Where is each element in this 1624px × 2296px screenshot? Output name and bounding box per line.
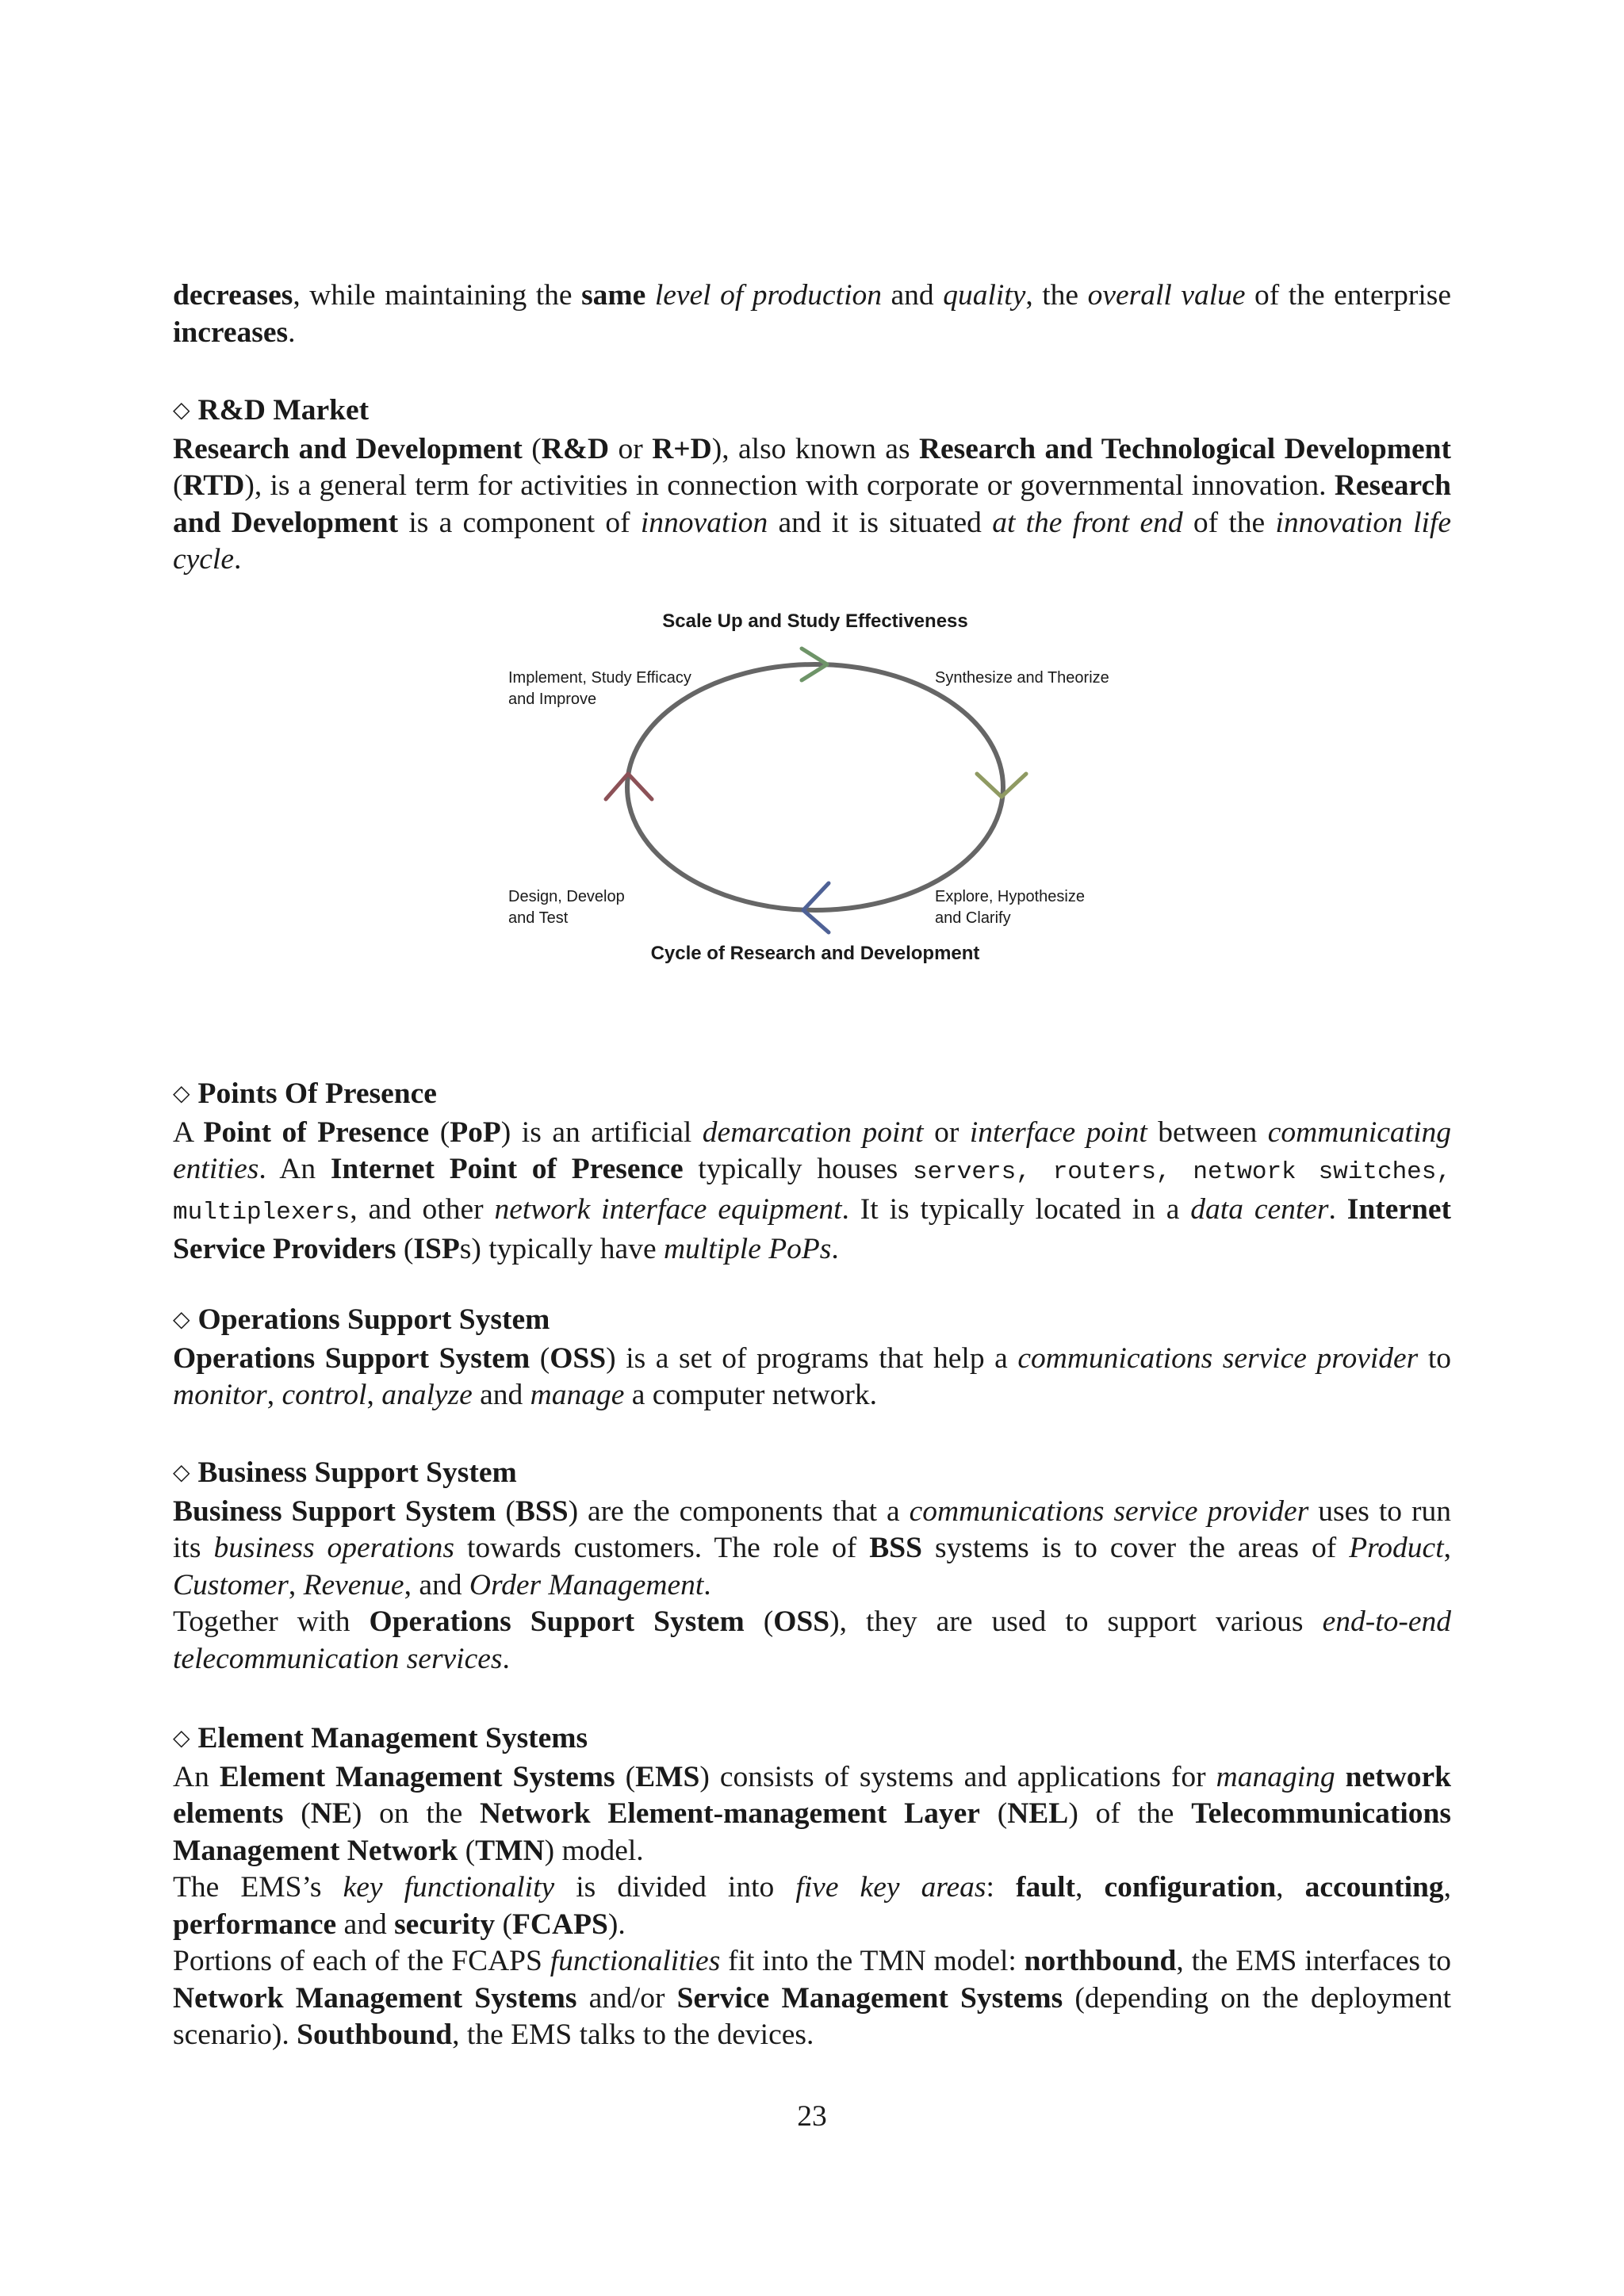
text-span: Order Management: [469, 1568, 704, 1601]
text-span: .: [288, 316, 296, 349]
text-span: Research and Technological Development: [918, 432, 1451, 465]
text-span: or: [923, 1115, 970, 1149]
text-span: Network Management Systems: [173, 1981, 577, 2015]
text-span: innovation life cycle: [173, 506, 1451, 576]
label-bottom-left-line1: Design, Develop: [508, 888, 625, 905]
text-span: (: [173, 469, 183, 502]
text-span: multiple PoPs: [663, 1233, 832, 1265]
section-paragraph: [173, 1604, 1451, 1678]
heading-text: R&D Market: [197, 394, 370, 427]
text-span: ) of the: [1068, 1797, 1192, 1830]
text-span: ), also known as: [711, 432, 919, 465]
label-bottom-right-line1: Explore, Hypothesize: [935, 888, 1085, 905]
text-span: Internet Service Providers: [173, 1192, 1452, 1265]
text-span: configuration: [1104, 1871, 1277, 1904]
text-span: ), they are used to support various: [829, 1605, 1323, 1638]
text-span: NE: [310, 1797, 352, 1830]
heading-text: Element Management Systems: [197, 1722, 588, 1755]
text-span: Together with: [173, 1605, 370, 1638]
text-span: EMS: [635, 1760, 700, 1793]
text-span: (: [495, 1908, 512, 1941]
diamond-bullet-icon: ◇: [173, 396, 190, 423]
section-paragraph: [173, 1759, 1451, 1870]
text-span: of the enterprise: [1245, 279, 1451, 312]
text-span: five key areas: [795, 1871, 986, 1904]
diamond-bullet-icon: ◇: [173, 1459, 190, 1485]
text-span: Research and Development: [173, 469, 1451, 539]
section-heading: [173, 1302, 1451, 1341]
text-span: a computer network.: [624, 1379, 878, 1411]
text-span: A: [173, 1115, 204, 1149]
text-span: fault: [1016, 1871, 1076, 1904]
text-span: innovation: [640, 506, 768, 539]
intro-paragraph: [173, 277, 1451, 351]
text-span: An: [173, 1760, 220, 1793]
text-span: Service Management Systems: [676, 1981, 1063, 2015]
text-span: is divided into: [554, 1871, 796, 1904]
text-span: ,: [1276, 1871, 1305, 1904]
figure-title-bottom: Cycle of Research and Development: [650, 943, 980, 964]
text-span: , while maintaining the: [293, 279, 582, 312]
code-span: servers, routers, network switches, multiplexers: [173, 1158, 1451, 1226]
text-span: level of production: [654, 279, 882, 312]
text-span: functionalities: [550, 1945, 721, 1977]
section-heading: [173, 1720, 1451, 1759]
text-span: of the: [1182, 506, 1276, 539]
text-span: ,: [366, 1379, 382, 1411]
text-span: ) consists of systems and applications for: [699, 1760, 1216, 1793]
text-span: between: [1147, 1115, 1268, 1149]
text-span: Business Support System: [173, 1494, 496, 1528]
text-span: .: [502, 1642, 510, 1675]
text-span: analyze: [381, 1379, 473, 1411]
text-span: Network Element-management Layer: [480, 1797, 980, 1830]
diamond-bullet-icon: ◇: [173, 1306, 190, 1332]
text-span: network interface equipment: [494, 1192, 842, 1226]
text-span: [1335, 1761, 1346, 1793]
text-span: Southbound: [297, 2019, 453, 2051]
text-span: Operations Support System: [369, 1605, 745, 1638]
section-heading: [173, 392, 1451, 431]
text-span: towards customers. The role of: [454, 1532, 870, 1564]
text-span: managing: [1216, 1760, 1335, 1793]
text-span: R&D: [541, 432, 610, 465]
text-span: Telecommunications Management Network: [173, 1797, 1451, 1867]
text-span: communicating entities: [173, 1115, 1451, 1185]
label-top-left-line2: and Improve: [508, 691, 597, 708]
text-span: .: [1328, 1192, 1347, 1226]
text-span: business operations: [213, 1532, 454, 1564]
text-span: .: [831, 1233, 839, 1265]
text-span: :: [986, 1871, 1017, 1904]
text-span: ) on the: [351, 1797, 481, 1830]
text-span: uses to run its: [173, 1494, 1451, 1564]
text-span: communications service provider: [909, 1494, 1309, 1528]
text-span: is a component of: [398, 506, 641, 539]
page-number: 23: [797, 2100, 827, 2133]
text-span: (: [283, 1797, 311, 1830]
label-bottom-right-line2: and Clarify: [935, 909, 1011, 927]
text-span: control: [282, 1379, 367, 1411]
section-paragraph: [173, 431, 1451, 579]
text-span: quality: [943, 279, 1026, 312]
heading-text: Operations Support System: [197, 1303, 550, 1336]
text-span: network elements: [173, 1760, 1451, 1830]
text-span: manage: [530, 1379, 625, 1411]
text-span: or: [609, 432, 653, 465]
text-span: Point of Presence: [203, 1115, 430, 1149]
diamond-bullet-icon: ◇: [173, 1724, 190, 1751]
text-span: ,: [1443, 1871, 1452, 1904]
text-span: .: [703, 1568, 711, 1601]
text-span: ) is an artificial: [500, 1115, 703, 1149]
text-span: data center: [1190, 1192, 1329, 1226]
text-span: R+D: [652, 432, 712, 465]
section-paragraph: [173, 1869, 1451, 1943]
section-element-management-systems: [173, 1720, 1451, 2054]
text-span: and: [882, 279, 944, 312]
cycle-ring: [627, 664, 1003, 910]
text-span: , and: [404, 1568, 469, 1601]
section-paragraph: [173, 1943, 1451, 2054]
text-span: same: [581, 279, 646, 312]
text-span: , the: [1025, 279, 1088, 312]
text-span: key functionality: [343, 1871, 555, 1904]
text-span: FCAPS: [512, 1908, 608, 1941]
text-span: ).: [607, 1908, 626, 1941]
text-span: .: [234, 543, 242, 576]
section-business-support-system: [173, 1455, 1451, 1678]
text-span: TMN: [475, 1834, 545, 1867]
text-span: ISP: [413, 1233, 460, 1265]
label-top-left-line1: Implement, Study Efficacy: [508, 669, 691, 687]
text-span: OSS: [550, 1341, 607, 1375]
text-span: (: [530, 1341, 550, 1375]
text-span: (: [458, 1834, 476, 1867]
section-heading: [173, 1455, 1451, 1494]
text-span: BSS: [869, 1532, 922, 1564]
text-span: (: [522, 432, 542, 465]
text-span: end-to-end telecommunication services: [173, 1605, 1451, 1675]
text-span: ) model.: [544, 1834, 644, 1867]
text-span: ), is a general term for activities in connection with corporate or governmental innovation.: [244, 469, 1335, 502]
text-span: [645, 279, 655, 312]
text-span: demarcation point: [702, 1115, 924, 1149]
text-span: interface point: [969, 1115, 1147, 1149]
text-span: security: [394, 1908, 496, 1941]
section-operations-support-system: [173, 1302, 1451, 1414]
text-span: Customer: [173, 1568, 289, 1601]
text-span: and/or: [576, 1981, 677, 2015]
text-span: s) typically have: [459, 1233, 664, 1265]
text-span: OSS: [773, 1605, 830, 1638]
heading-text: Points Of Presence: [197, 1077, 437, 1110]
text-span: monitor: [173, 1379, 267, 1411]
text-span: (depending on the deployment scenario).: [173, 1981, 1451, 2051]
section-heading: [173, 1076, 1451, 1115]
text-span: to: [1418, 1341, 1451, 1375]
text-span: Revenue: [303, 1568, 404, 1601]
section-rnd-market: [173, 392, 1451, 579]
text-span: (: [396, 1233, 414, 1265]
text-span: Element Management Systems: [219, 1760, 615, 1793]
text-span: ,: [1443, 1532, 1451, 1564]
text-span: northbound: [1024, 1945, 1177, 1977]
text-span: PoP: [450, 1115, 501, 1149]
label-bottom-left-line2: and Test: [508, 909, 569, 927]
text-span: ,: [288, 1568, 304, 1601]
text-span: and: [472, 1379, 530, 1411]
text-span: NEL: [1007, 1797, 1069, 1830]
text-span: (: [744, 1605, 774, 1638]
text-span: decreases: [173, 279, 293, 312]
section-points-of-presence: [173, 1076, 1451, 1269]
figure-title-top: Scale Up and Study Effectiveness: [662, 610, 968, 632]
section-paragraph: [173, 1341, 1451, 1414]
text-span: , and other: [350, 1192, 495, 1226]
text-span: Research and Development: [173, 432, 523, 465]
text-span: and: [336, 1908, 395, 1941]
text-span: accounting: [1304, 1871, 1444, 1904]
text-span: . It is typically located in a: [841, 1192, 1191, 1226]
text-span: performance: [173, 1908, 337, 1941]
text-span: fit into the TMN model:: [720, 1945, 1025, 1977]
text-span: (: [979, 1797, 1008, 1830]
text-span: systems is to cover the areas of: [921, 1532, 1350, 1564]
text-span: . An: [259, 1153, 331, 1185]
text-span: increases: [173, 316, 289, 349]
text-span: ,: [266, 1379, 282, 1411]
text-span: typically houses: [683, 1153, 913, 1185]
rnd-cycle-diagram: [476, 599, 1142, 979]
text-span: Operations Support System: [173, 1341, 530, 1375]
text-span: Portions of each of the FCAPS: [173, 1945, 550, 1977]
text-span: (: [429, 1115, 450, 1149]
heading-text: Business Support System: [197, 1456, 517, 1489]
text-span: at the front end: [992, 506, 1183, 539]
text-span: communications service provider: [1017, 1341, 1419, 1375]
label-top-right: Synthesize and Theorize: [935, 669, 1109, 687]
text-span: (: [496, 1494, 515, 1528]
text-span: Internet Point of Presence: [330, 1153, 684, 1185]
text-span: BSS: [515, 1494, 569, 1528]
section-paragraph: [173, 1115, 1451, 1269]
section-paragraph: [173, 1494, 1451, 1605]
text-span: , the EMS talks to the devices.: [452, 2019, 814, 2051]
text-span: and it is situated: [768, 506, 993, 539]
text-span: overall value: [1087, 279, 1246, 312]
diamond-bullet-icon: ◇: [173, 1080, 190, 1106]
text-span: The EMS’s: [173, 1871, 343, 1904]
text-span: ) is a set of programs that help a: [606, 1341, 1018, 1375]
text-span: ) are the components that a: [568, 1494, 910, 1528]
text-span: (: [615, 1760, 636, 1793]
text-span: RTD: [182, 469, 245, 502]
text-span: ,: [1075, 1871, 1105, 1904]
text-span: , the EMS interfaces to: [1176, 1945, 1451, 1977]
text-span: Product: [1349, 1532, 1444, 1564]
